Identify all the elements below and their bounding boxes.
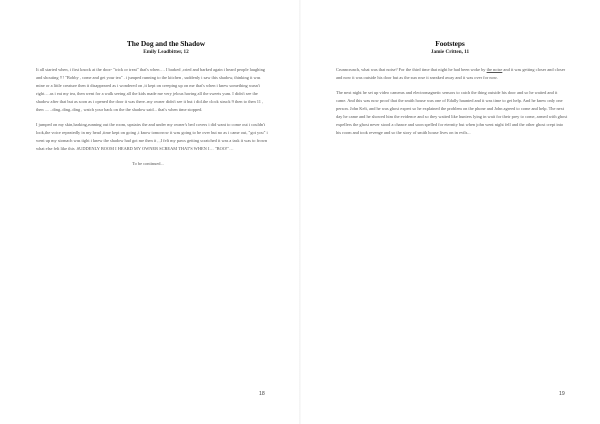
story-title: The Dog and the Shadow: [126, 39, 206, 48]
story-paragraph: I jumped on my skin,barking,running out the room, upstairs the and under my owner's bed covers i did want to come out i couldn't look,the voice repeatedly in my head ,time kept on going ,i know tomorrow it was going to be over but no as i came out, "got you" i went up my stomach was tight i knew the shadow had got me then it , ,I felt my paws getting scratched it was a task it was to frown what else felt like this .SUDDENLY BOOM I HEARD MY OWNER SCREAM THAT'S WHEN I… "BOO!"…: [36, 122, 268, 151]
paragraph-text: Crunncrunch, what was that noise? For the third time that night he had been woke by: [336, 67, 487, 72]
story-body: [36, 66, 270, 176]
story-title: Footsteps: [435, 39, 465, 48]
story-author: Emily Leadbitter, 12: [143, 49, 189, 55]
story-paragraph: It all started when, i first knock at the door- "trick or treat" that's when…. I barked ,cried and barked again i heard people laughing and shouting !!! "Bobby , come and get your tea" . i jumped running to the kitchen , suddenly i saw this shadow, thinking it was mine or a little creature then it disappeared as i wondered on ,it kept on creeping up on me that's when i knew something wasn't right….as i eat my tea, then went for a walk seeing all the kids made me very jelous having all the sweets yum. I didn't see the shadow after that but as soon as i opened the door it was there..my owner didn't see it but i did.the clock struck 9 then to then 11 , then ...…ding..ding..ding , watch your back on the the shadow said... that's when time stopped.: [36, 67, 265, 112]
paragraph-text: and it was getting closer and closer and now it was outside his door but as the sun rose it sneaked away and it was over for now.: [336, 67, 566, 80]
story-body: [336, 66, 568, 144]
page-number: 19: [559, 391, 565, 397]
continued-note: To be continued...: [132, 161, 164, 167]
story-paragraph: [336, 66, 568, 82]
right-page: [300, 0, 600, 424]
underlined-text: the noise: [486, 67, 503, 72]
story-paragraph: The next night he set up video cameras and electromagnetic sensors to catch the thing outside his door and so he waited and it came. And this was now proof that the smith house was one of Edally haunted and it was time to get help. And he knew only one person. John Kelt, and he was ghost expert so he explained the problem on the phone and John agreed to come and help. The next day he came and he showed him the evidence and so they waited like hunters lying in wait for their prey to come, armed with ghost expellers the ghost never stood a chance and soon spelled for eternity but when john went night fell and the other ghost crept into his room and took revenge and so the story of smith house lives on in evils...: [336, 90, 568, 135]
page-number: 18: [259, 391, 265, 397]
story-author: Jamie Critten, 11: [430, 49, 470, 55]
